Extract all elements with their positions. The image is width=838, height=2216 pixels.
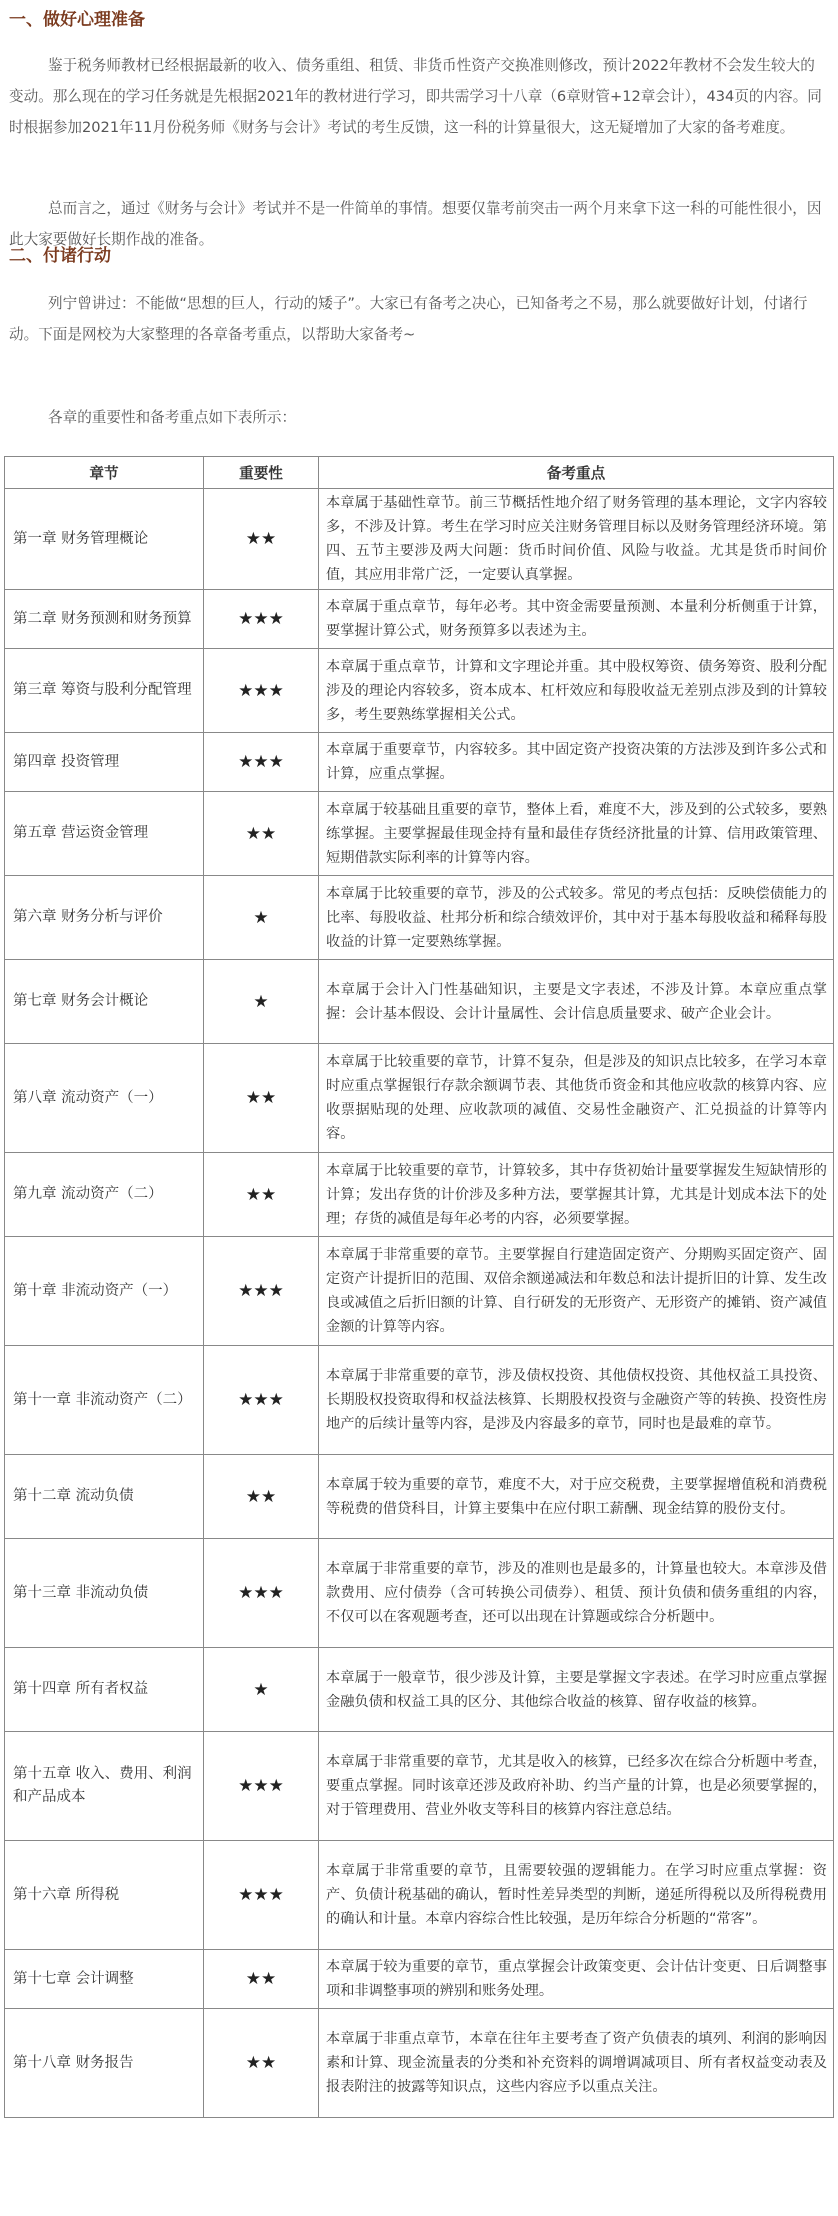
table-row: [5, 489, 834, 590]
chapter-cell: 第一章 财务管理概论: [5, 489, 204, 590]
chapter-cell: 第五章 营运资金管理: [5, 792, 204, 876]
chapter-cell: 第七章 财务会计概论: [5, 960, 204, 1044]
table-header-row: [5, 457, 834, 489]
key-points-cell: 本章属于一般章节，很少涉及计算，主要是掌握文字表述。在学习时应重点掌握金融负债和权益工具的区分、其他综合收益的核算、留存收益的核算。: [319, 1648, 834, 1732]
key-points-cell: 本章属于基础性章节。前三节概括性地介绍了财务管理的基本理论，文字内容较多，不涉及计算。考生在学习时应关注财务管理目标以及财务管理经济环境。第四、五节主要涉及两大问题：货币时间价值、风险与收益。尤其是货币时间价值，其应用非常广泛，一定要认真掌握。: [319, 489, 834, 590]
chapter-study-table: [4, 456, 834, 2118]
importance-stars: ★★: [204, 489, 319, 590]
key-points-cell: 本章属于非常重要的章节，且需要较强的逻辑能力。在学习时应重点掌握：资产、负债计税基础的确认，暂时性差异类型的判断，递延所得税以及所得税费用的确认和计量。本章内容综合性比较强，是历年综合分析题的“常客”。: [319, 1841, 834, 1950]
key-points-cell: 本章属于比较重要的章节，计算较多，其中存货初始计量要掌握发生短缺情形的计算；发出存货的计价涉及多种方法，要掌握其计算，尤其是计划成本法下的处理；存货的减值是每年必考的内容，必须要掌握。: [319, 1153, 834, 1237]
chapter-cell: 第三章 筹资与股利分配管理: [5, 649, 204, 733]
paragraph-textbook-overview: 鉴于税务师教材已经根据最新的收入、债务重组、租赁、非货币性资产交换准则修改，预计2022年教材不会发生较大的变动。那么现在的学习任务就是先根据2021年的教材进行学习，即共需学习十八章（6章财管+12章会计），434页的内容。同时根据参加2021年11月份税务师《财务与会计》考试的考生反馈，这一科的计算量很大，这无疑增加了大家的备考难度。: [9, 57, 822, 136]
chapter-cell: 第十章 非流动资产（一）: [5, 1237, 204, 1346]
key-points-cell: 本章属于重要章节，内容较多。其中固定资产投资决策的方法涉及到许多公式和计算，应重点掌握。: [319, 733, 834, 792]
table-row: [5, 1950, 834, 2009]
importance-stars: ★★★: [204, 1841, 319, 1950]
importance-stars: ★★★: [204, 1539, 319, 1648]
importance-stars: ★: [204, 876, 319, 960]
table-row: [5, 1539, 834, 1648]
importance-stars: ★★★: [204, 1346, 319, 1455]
table-row: [5, 2009, 834, 2118]
table-row: [5, 1732, 834, 1841]
chapter-cell: 第十六章 所得税: [5, 1841, 204, 1950]
key-points-cell: 本章属于较基础且重要的章节，整体上看，难度不大，涉及到的公式较多，要熟练掌握。主要掌握最佳现金持有量和最佳存货经济批量的计算、信用政策管理、短期借款实际利率的计算等内容。: [319, 792, 834, 876]
importance-stars: ★★: [204, 1153, 319, 1237]
table-row: [5, 1346, 834, 1455]
key-points-cell: 本章属于重点章节，每年必考。其中资金需要量预测、本量利分析侧重于计算，要掌握计算公式，财务预算多以表述为主。: [319, 590, 834, 649]
importance-stars: ★★: [204, 1455, 319, 1539]
key-points-cell: 本章属于非重点章节，本章在往年主要考查了资产负债表的填列、利润的影响因素和计算、现金流量表的分类和补充资料的调增调减项目、所有者权益变动表及报表附注的披露等知识点，这些内容应予以重点关注。: [319, 2009, 834, 2118]
chapter-cell: 第十七章 会计调整: [5, 1950, 204, 2009]
key-points-cell: 本章属于会计入门性基础知识，主要是文字表述，不涉及计算。本章应重点掌握：会计基本假设、会计计量属性、会计信息质量要求、破产企业会计。: [319, 960, 834, 1044]
chapter-cell: 第十三章 非流动负债: [5, 1539, 204, 1648]
header-chapter: 章节: [5, 457, 204, 489]
table-row: [5, 1044, 834, 1153]
importance-stars: ★★★: [204, 733, 319, 792]
importance-stars: ★★: [204, 1044, 319, 1153]
key-points-cell: 本章属于非常重要的章节，涉及债权投资、其他债权投资、其他权益工具投资、长期股权投资取得和权益法核算、长期股权投资与金融资产等的转换、投资性房地产的后续计量等内容，是涉及内容最多的章节，同时也是最难的章节。: [319, 1346, 834, 1455]
chapter-cell: 第八章 流动资产（一）: [5, 1044, 204, 1153]
chapter-cell: 第二章 财务预测和财务预算: [5, 590, 204, 649]
key-points-cell: 本章属于非常重要的章节。主要掌握自行建造固定资产、分期购买固定资产、固定资产计提折旧的范围、双倍余额递减法和年数总和法计提折旧的计算、发生改良或减值之后折旧额的计算、自行研发的无形资产、无形资产的摊销、资产减值金额的计算等内容。: [319, 1237, 834, 1346]
key-points-cell: 本章属于非常重要的章节，涉及的准则也是最多的，计算量也较大。本章涉及借款费用、应付债券（含可转换公司债券）、租赁、预计负债和债务重组的内容，不仅可以在客观题考查，还可以出现在计算题或综合分析题中。: [319, 1539, 834, 1648]
paragraph-lenin-quote: 列宁曾讲过：不能做“思想的巨人，行动的矮子”。大家已有备考之决心，已知备考之不易，那么就要做好计划，付诸行动。下面是网校为大家整理的各章备考重点，以帮助大家备考~: [9, 295, 808, 343]
table-row: [5, 1153, 834, 1237]
section-heading-preparation: 一、做好心理准备: [9, 10, 145, 30]
chapter-cell: 第四章 投资管理: [5, 733, 204, 792]
chapter-cell: 第十一章 非流动资产（二）: [5, 1346, 204, 1455]
importance-stars: ★: [204, 1648, 319, 1732]
paragraph-conclusion: 总而言之，通过《财务与会计》考试并不是一件简单的事情。想要仅靠考前突击一两个月来拿下这一科的可能性很小，因此大家要做好长期作战的准备。: [9, 200, 822, 248]
table-row: [5, 590, 834, 649]
importance-stars: ★★★: [204, 649, 319, 733]
importance-stars: ★★: [204, 792, 319, 876]
key-points-cell: 本章属于较为重要的章节，难度不大，对于应交税费，主要掌握增值税和消费税等税费的借贷科目，计算主要集中在应付职工薪酬、现金结算的股份支付。: [319, 1455, 834, 1539]
header-importance: 重要性: [204, 457, 319, 489]
importance-stars: ★: [204, 960, 319, 1044]
importance-stars: ★★: [204, 1950, 319, 2009]
chapter-cell: 第十四章 所有者权益: [5, 1648, 204, 1732]
key-points-cell: 本章属于比较重要的章节，涉及的公式较多。常见的考点包括：反映偿债能力的比率、每股收益、杜邦分析和综合绩效评价，其中对于基本每股收益和稀释每股收益的计算一定要熟练掌握。: [319, 876, 834, 960]
chapter-cell: 第十二章 流动负债: [5, 1455, 204, 1539]
key-points-cell: 本章属于非常重要的章节，尤其是收入的核算，已经多次在综合分析题中考查，要重点掌握。同时该章还涉及政府补助、约当产量的计算，也是必须要掌握的，对于管理费用、营业外收支等科目的核算内容注意总结。: [319, 1732, 834, 1841]
header-key-points: 备考重点: [319, 457, 834, 489]
key-points-cell: 本章属于较为重要的章节，重点掌握会计政策变更、会计估计变更、日后调整事项和非调整事项的辨别和账务处理。: [319, 1950, 834, 2009]
table-row: [5, 1237, 834, 1346]
importance-stars: ★★★: [204, 1732, 319, 1841]
table-row: [5, 1455, 834, 1539]
table-row: [5, 649, 834, 733]
chapter-cell: 第六章 财务分析与评价: [5, 876, 204, 960]
importance-stars: ★★: [204, 2009, 319, 2118]
key-points-cell: 本章属于比较重要的章节，计算不复杂，但是涉及的知识点比较多，在学习本章时应重点掌握银行存款余额调节表、其他货币资金和其他应收款的核算内容、应收票据贴现的处理、应收款项的减值、交易性金融资产、汇兑损益的计算等内容。: [319, 1044, 834, 1153]
paragraph-table-intro: 各章的重要性和备考重点如下表所示：: [48, 409, 297, 426]
chapter-cell: 第九章 流动资产（二）: [5, 1153, 204, 1237]
importance-stars: ★★★: [204, 1237, 319, 1346]
section-heading-action: 二、付诸行动: [9, 246, 111, 266]
chapter-cell: 第十八章 财务报告: [5, 2009, 204, 2118]
importance-stars: ★★★: [204, 590, 319, 649]
table-row: [5, 960, 834, 1044]
key-points-cell: 本章属于重点章节，计算和文字理论并重。其中股权筹资、债务筹资、股利分配涉及的理论内容较多，资本成本、杠杆效应和每股收益无差别点涉及到的计算较多，考生要熟练掌握相关公式。: [319, 649, 834, 733]
table-row: [5, 876, 834, 960]
table-row: [5, 1841, 834, 1950]
table-row: [5, 1648, 834, 1732]
chapter-cell: 第十五章 收入、费用、利润和产品成本: [5, 1732, 204, 1841]
table-row: [5, 733, 834, 792]
table-row: [5, 792, 834, 876]
